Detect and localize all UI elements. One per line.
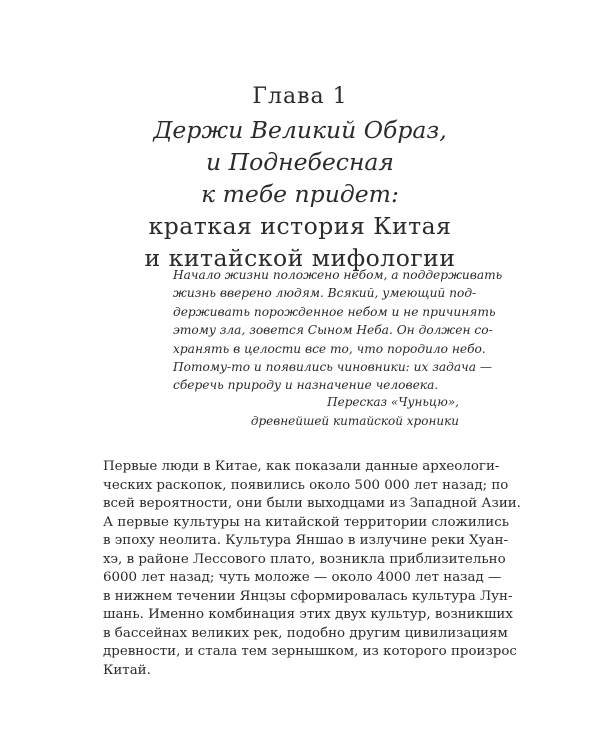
body-line: Первые люди в Китае, как показали данные археологи- — [103, 459, 500, 474]
body-line: хэ, в районе Лессового плато, возникла приблизительно — [103, 551, 506, 567]
title-line: к тебе придет: — [201, 180, 399, 208]
attribution-line: древнейшей китайской хроники — [250, 414, 459, 428]
epigraph — [173, 266, 503, 395]
epigraph-line: сберечь природу и назначение человека. — [173, 378, 439, 393]
body-line: всей вероятности, они были выходцами из Западной Азии. — [103, 496, 521, 511]
attribution-line: Пересказ «Чуньцю», — [327, 395, 459, 409]
title-line: Держи Великий Образ, — [153, 116, 447, 144]
body-line: 6000 лет назад; чуть моложе — около 4000 лет назад — — [103, 570, 502, 585]
epigraph-line: Начало жизни положено небом, а поддерживать — [173, 268, 503, 282]
chapter-label: Глава 1 — [252, 84, 348, 109]
epigraph-line: хранять в целости все то, что породило небо. — [173, 341, 486, 356]
epigraph-attribution — [251, 393, 459, 431]
body-line: Китай. — [103, 662, 151, 678]
body-line: ческих раскопок, появились около 500 000 лет назад; по — [103, 477, 509, 493]
body-paragraph — [103, 458, 521, 680]
title-line: и Поднебесная — [206, 148, 394, 176]
body-line: шань. Именно комбинация этих двух культур, возникших — [103, 607, 513, 622]
epigraph-line: жизнь вверено людям. Всякий, умеющий под- — [173, 286, 477, 301]
chapter-title — [0, 114, 600, 274]
body-line: А первые культуры на китайской территории сложились — [103, 514, 509, 530]
title-line: краткая история Китая — [148, 212, 452, 240]
title-line: и китайской мифологии — [144, 244, 456, 272]
epigraph-line: держивать порожденное небом и не причинять — [173, 304, 496, 319]
body-line: в бассейнах великих рек, подобно другим цивилизациям — [103, 625, 508, 641]
body-line: в эпоху неолита. Культура Яншао в излучине реки Хуан- — [103, 533, 509, 548]
epigraph-line: Потому-то и появились чиновники: их задача — — [173, 360, 493, 375]
body-line: древности, и стала тем зернышком, из которого произрос — [103, 644, 517, 659]
epigraph-line: этому зла, зовется Сыном Неба. Он должен со- — [173, 323, 493, 338]
body-line: в нижнем течении Янцзы сформировалась культура Лун- — [103, 588, 513, 604]
